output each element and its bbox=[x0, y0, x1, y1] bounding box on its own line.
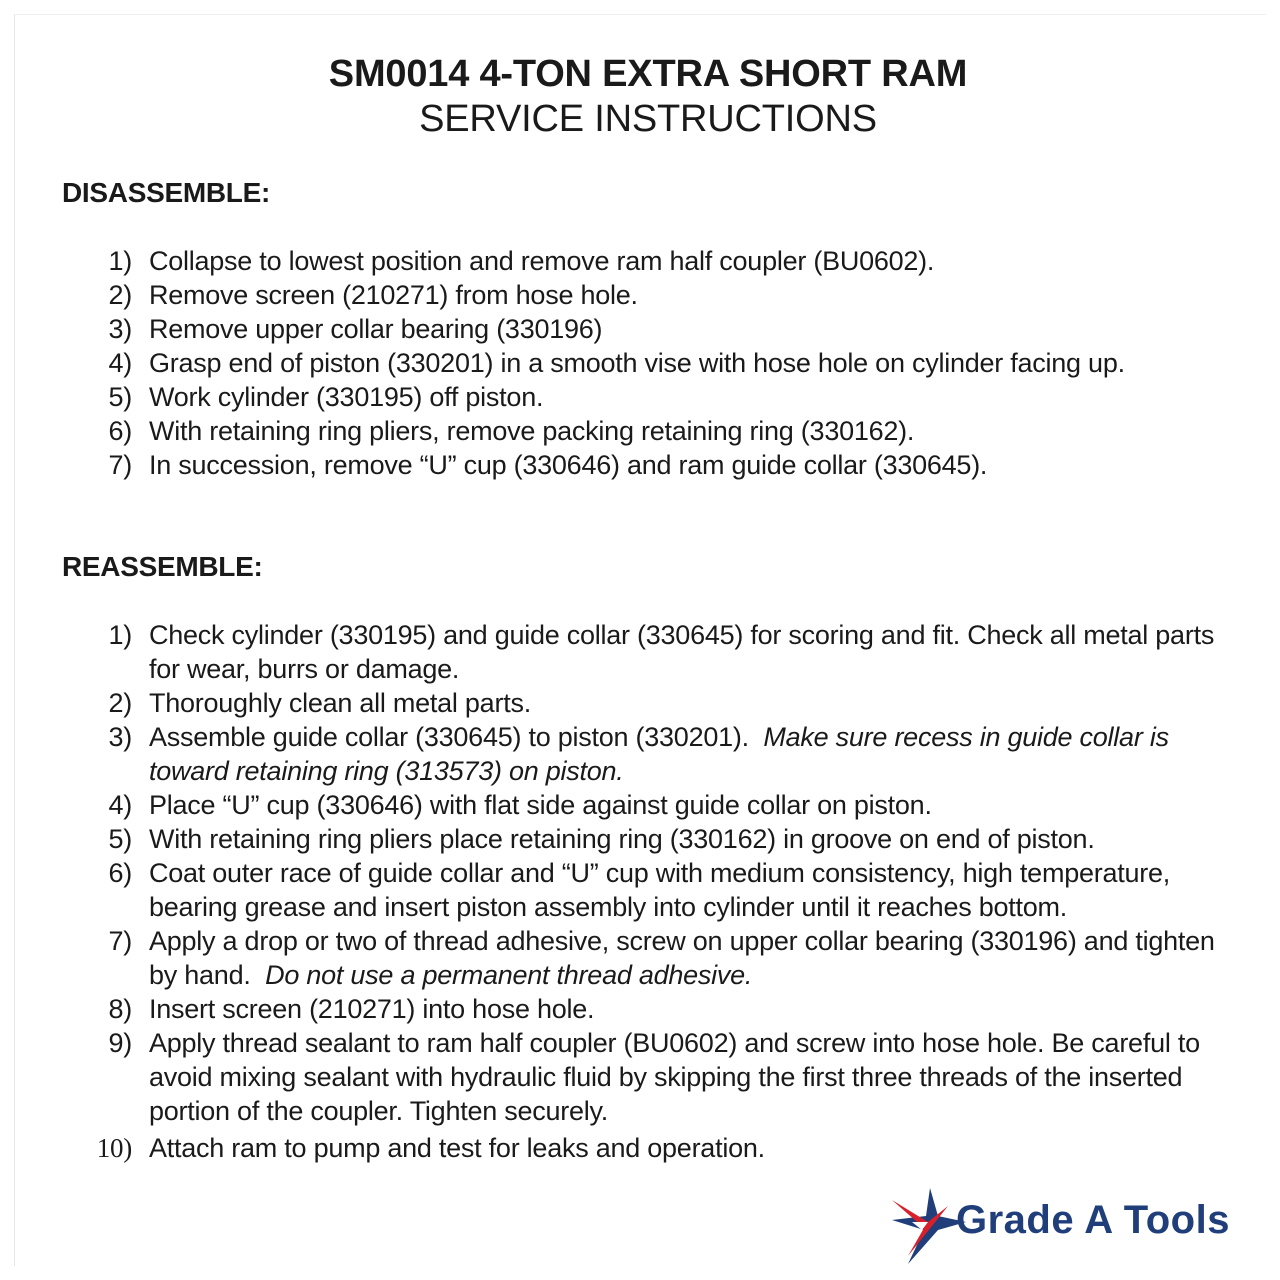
disassemble-step-7 bbox=[90, 448, 1240, 482]
title-model-line: SM0014 4-TON EXTRA SHORT RAM bbox=[328, 53, 968, 95]
step-body: Check cylinder (330195) and guide collar (330645) for scoring and fit. Check all metal parts for wear, burrs or damage. bbox=[149, 620, 1215, 684]
step-number: 7) bbox=[108, 926, 132, 956]
step-number: 1) bbox=[108, 620, 132, 650]
step-body: Place “U” cup (330646) with flat side against guide collar on piston. bbox=[149, 790, 932, 820]
step-text bbox=[149, 1028, 1200, 1126]
step-text bbox=[149, 994, 594, 1024]
disassemble-steps bbox=[90, 244, 1240, 482]
reassemble-step-8 bbox=[90, 992, 1240, 1026]
step-text: Work cylinder (330195) off piston. bbox=[149, 382, 544, 412]
step-text: In succession, remove “U” cup (330646) and ram guide collar (330645). bbox=[149, 450, 988, 480]
reassemble-step-6 bbox=[90, 856, 1240, 924]
step-body: Thoroughly clean all metal parts. bbox=[149, 688, 531, 718]
disassemble-step-1 bbox=[90, 244, 1240, 278]
disassemble-step-3 bbox=[90, 312, 1240, 346]
step-body: Apply thread sealant to ram half coupler (BU0602) and screw into hose hole. Be careful to avoid mixing sealant with hydraulic fluid by skipping the first three threads of the inserted portion of the coupler. Tighten securely. bbox=[149, 1028, 1200, 1126]
step-text: Collapse to lowest position and remove ram half coupler (BU0602). bbox=[149, 246, 935, 276]
step-number: 10) bbox=[96, 1133, 132, 1163]
step-text bbox=[149, 790, 932, 820]
step-number: 3) bbox=[108, 722, 132, 752]
step-body: Apply a drop or two of thread adhesive, screw on upper collar bearing (330196) and tighten by hand. bbox=[149, 926, 1215, 990]
step-number: 5) bbox=[108, 382, 132, 412]
step-body: Attach ram to pump and test for leaks and operation. bbox=[149, 1133, 765, 1163]
step-text bbox=[149, 858, 1170, 922]
reassemble-step-4 bbox=[90, 788, 1240, 822]
step-number: 9) bbox=[108, 1028, 132, 1058]
step-text bbox=[149, 1133, 765, 1163]
step-text: Grasp end of piston (330201) in a smooth vise with hose hole on cylinder facing up. bbox=[149, 348, 1125, 378]
disassemble-step-2 bbox=[90, 278, 1240, 312]
disassemble-step-5 bbox=[90, 380, 1240, 414]
step-number: 2) bbox=[108, 280, 132, 310]
step-italic-note: Make sure recess in guide collar is toward retaining ring (313573) on piston. bbox=[149, 722, 1169, 786]
step-text: Remove upper collar bearing (330196) bbox=[149, 314, 603, 344]
step-number: 3) bbox=[108, 314, 132, 344]
step-text bbox=[149, 620, 1214, 684]
reassemble-step-3 bbox=[90, 720, 1240, 788]
step-text bbox=[149, 926, 1215, 990]
step-text: Remove screen (210271) from hose hole. bbox=[149, 280, 638, 310]
step-number: 4) bbox=[108, 348, 132, 378]
disassemble-step-4 bbox=[90, 346, 1240, 380]
step-body: Assemble guide collar (330645) to piston (330201). bbox=[149, 722, 749, 752]
logo-text: Grade A Tools bbox=[956, 1198, 1230, 1242]
disassemble-heading: DISASSEMBLE: bbox=[62, 177, 270, 208]
reassemble-steps bbox=[90, 618, 1240, 1165]
reassemble-step-7 bbox=[90, 924, 1240, 992]
reassemble-heading: REASSEMBLE: bbox=[62, 551, 263, 582]
step-number: 1) bbox=[108, 246, 132, 276]
step-number: 6) bbox=[108, 858, 132, 888]
step-number: 6) bbox=[108, 416, 132, 446]
step-number: 8) bbox=[108, 994, 132, 1024]
step-italic-note: Do not use a permanent thread adhesive. bbox=[265, 960, 753, 990]
step-text bbox=[149, 688, 531, 718]
document-title bbox=[0, 52, 1280, 142]
reassemble-step-10 bbox=[90, 1131, 1240, 1165]
step-text: With retaining ring pliers, remove packing retaining ring (330162). bbox=[149, 416, 915, 446]
reassemble-step-1 bbox=[90, 618, 1240, 686]
reassemble-step-5 bbox=[90, 822, 1240, 856]
step-body: Coat outer race of guide collar and “U” cup with medium consistency, high temperature, bearing grease and insert piston assembly into cylinder until it reaches bottom. bbox=[149, 858, 1171, 922]
disassemble-step-6 bbox=[90, 414, 1240, 448]
step-number: 2) bbox=[108, 688, 132, 718]
step-text bbox=[149, 722, 1169, 786]
step-text bbox=[149, 824, 1095, 854]
grade-a-tools-logo bbox=[888, 1186, 1248, 1266]
reassemble-step-2 bbox=[90, 686, 1240, 720]
reassemble-step-9 bbox=[90, 1026, 1240, 1128]
step-body: With retaining ring pliers place retaining ring (330162) in groove on end of piston. bbox=[149, 824, 1095, 854]
step-body: Insert screen (210271) into hose hole. bbox=[149, 994, 595, 1024]
title-subtitle-line: SERVICE INSTRUCTIONS bbox=[419, 98, 877, 140]
step-number: 4) bbox=[108, 790, 132, 820]
step-number: 7) bbox=[108, 450, 132, 480]
step-number: 5) bbox=[108, 824, 132, 854]
